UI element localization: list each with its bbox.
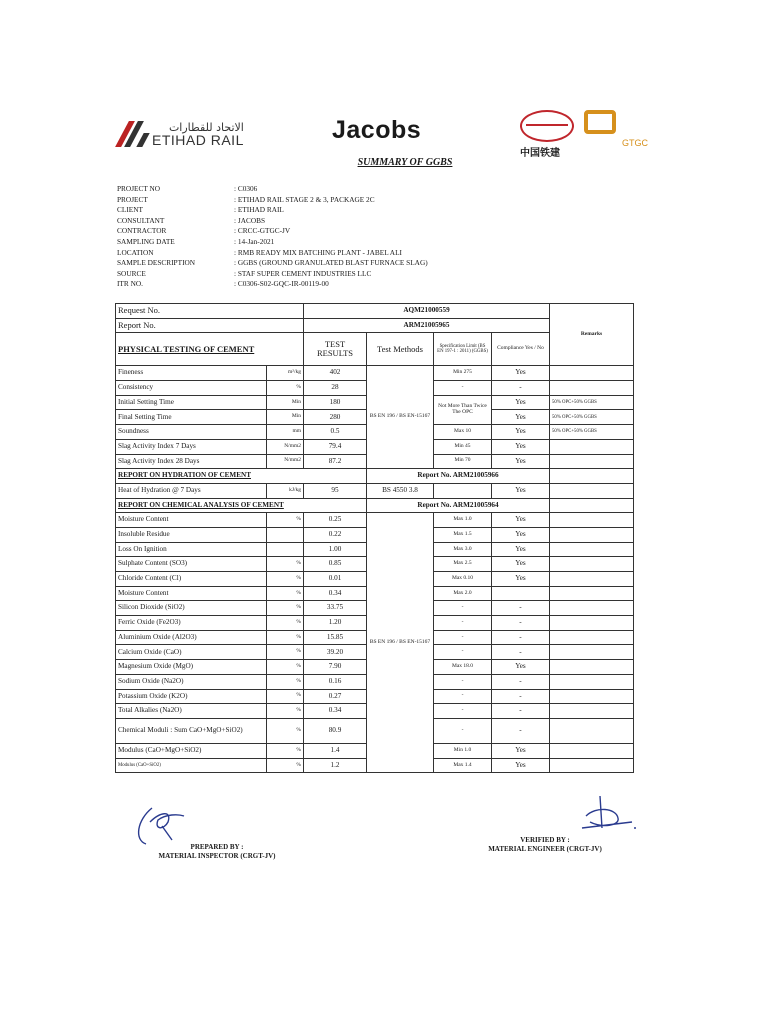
info-value: : CRCC-GTGC-JV: [234, 226, 291, 236]
test-name: Silicon Dioxide (SiO2): [116, 601, 267, 616]
spec-limit: Max 10: [434, 425, 492, 440]
spec-limit: -: [434, 601, 492, 616]
info-key: PROJECT NO: [117, 184, 161, 193]
remark: [550, 469, 634, 484]
gtgc-mark-icon: [584, 110, 616, 134]
test-name: Total Alkalies (Na2O): [116, 704, 267, 719]
prepared-by-role: MATERIAL INSPECTOR (CRGT-JV): [158, 852, 276, 861]
etihad-english-text: ETIHAD RAIL: [152, 131, 244, 148]
remark: 50% OPC+50% GGBS: [550, 395, 634, 410]
test-unit: %: [267, 645, 304, 660]
test-name: Moisture Content: [116, 513, 267, 528]
test-unit: %: [267, 630, 304, 645]
report-value: ARM21005965: [304, 318, 550, 333]
chemical-report: Report No. ARM21005964: [367, 498, 550, 513]
remark: [550, 483, 634, 498]
gtgc-text: GTGC: [622, 138, 648, 148]
hydration-header-row: [116, 469, 634, 484]
remark: [550, 366, 634, 381]
info-value: : RMB READY MIX BATCHING PLANT - JABEL ALI: [234, 247, 402, 257]
remark: [550, 743, 634, 758]
test-name: Slag Activity Index 7 Days: [116, 439, 267, 454]
info-key: SAMPLE DESCRIPTION: [117, 258, 196, 268]
etihad-mark-icon: [118, 120, 148, 148]
remark: [550, 616, 634, 631]
chemical-method: BS EN 196 / BS EN-15167: [367, 513, 434, 773]
test-name: Magnesium Oxide (MgO): [116, 660, 267, 675]
spec-limit: Min 45: [434, 439, 492, 454]
test-unit: %: [267, 513, 304, 528]
info-key: ITR NO.: [117, 279, 143, 289]
test-unit: %: [267, 674, 304, 689]
test-result: 1.2: [304, 758, 367, 773]
prepared-by-block: [142, 843, 292, 861]
info-value: : C0306: [234, 184, 258, 193]
info-key: SAMPLING DATE: [117, 236, 175, 246]
compliance: -: [492, 601, 550, 616]
hydration-row: [116, 483, 634, 498]
spec-limit: Min 1.0: [434, 743, 492, 758]
test-unit: N/mm2: [267, 439, 304, 454]
test-name: Modulus (CaO+MgO+SiO2): [116, 743, 267, 758]
remark: [550, 704, 634, 719]
compliance: Yes: [492, 513, 550, 528]
compliance: Yes: [492, 758, 550, 773]
test-result: 0.34: [304, 704, 367, 719]
info-value: : JACOBS: [234, 215, 266, 225]
test-method: BS 4550 3.8: [367, 483, 434, 498]
test-result: 95: [304, 483, 367, 498]
compliance: Yes: [492, 395, 550, 410]
chemical-row: [116, 513, 634, 528]
info-row: [117, 248, 428, 259]
remark: [550, 527, 634, 542]
test-name: Soundness: [116, 425, 267, 440]
spec-limit: Max 2.0: [434, 586, 492, 601]
spec-limit: Max 2.5: [434, 557, 492, 572]
remark: [550, 542, 634, 557]
verified-by-block: [470, 836, 620, 854]
remark: [550, 645, 634, 660]
compliance-header: Compliance Yes / No: [492, 333, 550, 366]
spec-limit: Max 0.10: [434, 572, 492, 587]
test-name: Final Setting Time: [116, 410, 267, 425]
test-unit: [267, 527, 304, 542]
report-label: Report No.: [116, 318, 304, 333]
compliance: Yes: [492, 557, 550, 572]
info-key: LOCATION: [117, 247, 154, 257]
remark: [550, 557, 634, 572]
spec-limit: Max 1.0: [434, 513, 492, 528]
spec-limit: Max 1.4: [434, 758, 492, 773]
test-summary-table: [115, 303, 634, 773]
info-key: CONTRACTOR: [117, 226, 167, 236]
compliance: Yes: [492, 743, 550, 758]
chemical-header: REPORT ON CHEMICAL ANALYSIS OF CEMENT: [116, 498, 367, 513]
info-row: [117, 258, 428, 269]
spec-limit: -: [434, 630, 492, 645]
physical-method: BS EN 196 / BS EN-15167: [367, 366, 434, 469]
compliance: Yes: [492, 366, 550, 381]
test-result: 39.20: [304, 645, 367, 660]
remark: [550, 381, 634, 396]
compliance: -: [492, 674, 550, 689]
test-name: Moisture Content: [116, 586, 267, 601]
info-row: [117, 184, 428, 195]
test-result: 1.20: [304, 616, 367, 631]
info-row: [117, 269, 428, 280]
spec-limit-header: Specification Limit (BS EN 197-1 : 2011) (GGBS): [434, 333, 492, 366]
test-unit: %: [267, 704, 304, 719]
test-result: 180: [304, 395, 367, 410]
test-unit: kJ/kg: [267, 483, 304, 498]
info-value: : C0306-S02-GQC-IR-00119-00: [234, 279, 329, 289]
test-name: Potassium Oxide (K2O): [116, 689, 267, 704]
test-unit: %: [267, 758, 304, 773]
test-unit: %: [267, 601, 304, 616]
compliance: Yes: [492, 410, 550, 425]
etihad-rail-logo: [118, 120, 244, 148]
info-value: : ETIHAD RAIL STAGE 2 & 3, PACKAGE 2C: [234, 194, 375, 204]
compliance: [492, 586, 550, 601]
test-result: 0.01: [304, 572, 367, 587]
crcc-globe-icon: [520, 110, 574, 142]
test-result: 7.90: [304, 660, 367, 675]
remark: [550, 601, 634, 616]
remark: [550, 586, 634, 601]
test-name: Initial Setting Time: [116, 395, 267, 410]
info-key: PROJECT: [117, 194, 148, 204]
test-methods-header: Test Methods: [367, 333, 434, 366]
test-unit: %: [267, 689, 304, 704]
test-unit: %: [267, 381, 304, 396]
compliance: Yes: [492, 425, 550, 440]
verified-by-label: VERIFIED BY :: [520, 836, 570, 844]
test-result: 1.4: [304, 743, 367, 758]
document-title: SUMMARY OF GGBS: [357, 157, 453, 168]
test-unit: %: [267, 616, 304, 631]
test-result: 0.22: [304, 527, 367, 542]
test-unit: %: [267, 743, 304, 758]
test-unit: m²/kg: [267, 366, 304, 381]
compliance: -: [492, 704, 550, 719]
compliance: Yes: [492, 572, 550, 587]
info-row: [117, 226, 428, 237]
test-result: 1.00: [304, 542, 367, 557]
test-name: Ferric Oxide (Fe2O3): [116, 616, 267, 631]
physical-row: [116, 366, 634, 381]
test-result: 0.34: [304, 586, 367, 601]
remark: [550, 758, 634, 773]
test-unit: Min: [267, 410, 304, 425]
remark: [550, 660, 634, 675]
chemical-header-row: [116, 498, 634, 513]
compliance: -: [492, 689, 550, 704]
remark: [550, 439, 634, 454]
test-unit: %: [267, 586, 304, 601]
compliance: Yes: [492, 483, 550, 498]
test-result: 402: [304, 366, 367, 381]
test-name: Consistency: [116, 381, 267, 396]
info-value: : ETIHAD RAIL: [234, 205, 284, 215]
test-result: 280: [304, 410, 367, 425]
spec-limit: Min 275: [434, 366, 492, 381]
remark: [550, 498, 634, 513]
info-value: : STAF SUPER CEMENT INDUSTRIES LLC: [234, 268, 372, 278]
info-row: [117, 279, 428, 290]
info-row: [117, 205, 428, 216]
remark: [550, 674, 634, 689]
test-result: 0.27: [304, 689, 367, 704]
spec-limit: -: [434, 718, 492, 743]
test-unit: %: [267, 718, 304, 743]
remark: 50% OPC+50% GGBS: [550, 425, 634, 440]
compliance: -: [492, 616, 550, 631]
remark: [550, 718, 634, 743]
spec-limit: Not More Than Twice The OPC: [434, 395, 492, 424]
request-label: Request No.: [116, 304, 304, 319]
remark: 50% OPC+50% GGBS: [550, 410, 634, 425]
hydration-report: Report No. ARM21005966: [367, 469, 550, 484]
test-name: Loss On Ignition: [116, 542, 267, 557]
test-result: 80.9: [304, 718, 367, 743]
test-name: Sodium Oxide (Na2O): [116, 674, 267, 689]
spec-limit: [434, 483, 492, 498]
test-unit: mm: [267, 425, 304, 440]
info-key: CONSULTANT: [117, 215, 165, 225]
test-name: Chloride Content (Cl): [116, 572, 267, 587]
test-name: Chemical Moduli : Sum CaO+MgO+SiO2): [116, 718, 267, 743]
test-result: 0.85: [304, 557, 367, 572]
compliance: Yes: [492, 542, 550, 557]
test-unit: [267, 542, 304, 557]
remark: [550, 454, 634, 469]
compliance: -: [492, 630, 550, 645]
info-row: [117, 216, 428, 227]
compliance: Yes: [492, 660, 550, 675]
test-name: Aluminium Oxide (Al2O3): [116, 630, 267, 645]
test-unit: Min: [267, 395, 304, 410]
request-value: AQM21000559: [304, 304, 550, 319]
engineer-signature: [572, 792, 642, 842]
compliance: -: [492, 645, 550, 660]
test-unit: %: [267, 572, 304, 587]
test-result: 28: [304, 381, 367, 396]
verified-by-role: MATERIAL ENGINEER (CRGT-JV): [488, 845, 602, 854]
spec-limit: -: [434, 645, 492, 660]
remark: [550, 513, 634, 528]
test-result: 0.25: [304, 513, 367, 528]
test-results-header: TEST RESULTS: [304, 333, 367, 366]
test-name: Calcium Oxide (CaO): [116, 645, 267, 660]
remark: [550, 689, 634, 704]
test-result: 0.5: [304, 425, 367, 440]
compliance: Yes: [492, 527, 550, 542]
spec-limit: -: [434, 704, 492, 719]
test-name: Fineness: [116, 366, 267, 381]
compliance: Yes: [492, 439, 550, 454]
test-result: 79.4: [304, 439, 367, 454]
jacobs-logo: Jacobs: [332, 116, 422, 144]
hydration-header: REPORT ON HYDRATION OF CEMENT: [116, 469, 367, 484]
remarks-header: Remarks: [550, 304, 634, 366]
spec-limit: Max 1.5: [434, 527, 492, 542]
remark: [550, 572, 634, 587]
test-result: 33.75: [304, 601, 367, 616]
prepared-by-label: PREPARED BY :: [190, 843, 244, 851]
info-key: SOURCE: [117, 268, 146, 278]
test-result: 15.85: [304, 630, 367, 645]
test-name: Modulus (CaO+SiO2): [116, 758, 267, 773]
test-result: 0.16: [304, 674, 367, 689]
test-unit: N/mm2: [267, 454, 304, 469]
physical-testing-header: PHYSICAL TESTING OF CEMENT: [116, 333, 304, 366]
info-value: : GGBS (GROUND GRANULATED BLAST FURNACE SLAG): [234, 258, 428, 268]
info-value: : 14-Jan-2021: [234, 236, 275, 246]
info-row: [117, 195, 428, 206]
spec-limit: Min 70: [434, 454, 492, 469]
spec-limit: -: [434, 689, 492, 704]
test-unit: %: [267, 557, 304, 572]
compliance: -: [492, 381, 550, 396]
spec-limit: -: [434, 674, 492, 689]
info-row: [117, 237, 428, 248]
crcc-gtgc-logo: [520, 110, 648, 159]
crcc-chinese-text: 中国铁建: [520, 148, 560, 159]
test-unit: %: [267, 660, 304, 675]
request-row: [116, 304, 634, 319]
test-result: 87.2: [304, 454, 367, 469]
compliance: Yes: [492, 454, 550, 469]
info-key: CLIENT: [117, 205, 143, 215]
compliance: -: [492, 718, 550, 743]
test-name: Insoluble Residue: [116, 527, 267, 542]
test-name: Slag Activity Index 28 Days: [116, 454, 267, 469]
etihad-arabic-text: الاتحاد للقطارات: [168, 120, 244, 134]
spec-limit: -: [434, 381, 492, 396]
spec-limit: Max 3.0: [434, 542, 492, 557]
project-info: [117, 184, 428, 290]
spec-limit: Max 18.0: [434, 660, 492, 675]
test-name: Sulphate Content (SO3): [116, 557, 267, 572]
test-name: Heat of Hydration @ 7 Days: [116, 483, 267, 498]
remark: [550, 630, 634, 645]
spec-limit: -: [434, 616, 492, 631]
